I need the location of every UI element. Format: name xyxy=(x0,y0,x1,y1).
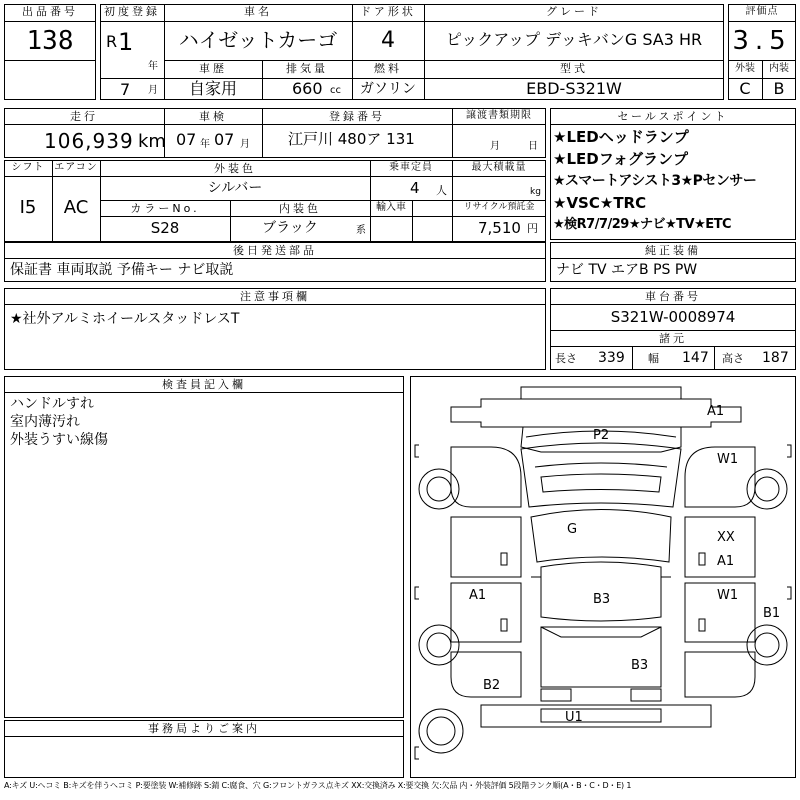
door-label: ドア形状 xyxy=(360,5,416,18)
fuel: ガソリン xyxy=(360,81,416,97)
sales-point: ★検R7/7/29★ナビ★TV★ETC xyxy=(553,217,732,232)
reg-no-label: 登録番号 xyxy=(329,110,385,123)
shift: I5 xyxy=(19,197,37,218)
damage-diagram xyxy=(410,376,796,778)
sales-points-label: セールスポイント xyxy=(617,110,729,123)
lot-no: 138 xyxy=(26,26,74,56)
car-name: ハイゼットカーゴ xyxy=(178,28,338,52)
length-label: 長さ xyxy=(555,352,577,365)
capacity-label: 乗車定員 xyxy=(389,162,433,173)
length: 339 xyxy=(598,350,625,366)
mark-w1-right-front: W1 xyxy=(717,452,739,467)
door: 4 xyxy=(381,28,395,53)
km-unit: km xyxy=(138,131,166,152)
inspector-note: 室内薄汚れ xyxy=(10,414,80,430)
inspection-month: 07 xyxy=(214,130,235,149)
height: 187 xyxy=(762,350,789,366)
width-label: 幅 xyxy=(648,352,659,365)
fuel-label: 燃料 xyxy=(374,62,402,75)
interior-label: 内装 xyxy=(769,63,789,74)
era: R xyxy=(106,32,118,51)
car-name-label: 車名 xyxy=(244,5,272,18)
mark-xx: XX xyxy=(717,530,735,545)
model-label: 型式 xyxy=(560,62,588,75)
displacement-label: 排気量 xyxy=(286,62,328,75)
capacity-unit: 人 xyxy=(436,184,447,197)
mark-p2: P2 xyxy=(593,428,610,443)
reg-month: 7 xyxy=(120,80,131,99)
sales-point: ★VSC★TRC xyxy=(553,194,647,212)
history: 自家用 xyxy=(188,79,237,98)
mark-g: G xyxy=(567,522,578,537)
mark-b3-center: B3 xyxy=(593,592,611,607)
sales-point: ★スマートアシスト3★Pセンサー xyxy=(553,173,757,189)
reg-year-unit: 年 xyxy=(148,61,158,72)
equipment: ナビ TV エアB PS PW xyxy=(556,262,698,278)
width: 147 xyxy=(682,350,709,366)
model: EBD-S321W xyxy=(526,79,622,98)
first-reg-label: 初度登録 xyxy=(104,5,160,18)
inspector-label: 検査員記入欄 xyxy=(162,378,246,391)
legend: A:キズ U:ヘコミ B:キズを伴うヘコミ P:要塗装 W:補修跡 S:錆 C:腐食、穴 G:フロントガラス点キズ XX:交換済み X:要交換 欠:欠品 内・外装評価 5段階ランク順(A・B・C・D・E) 1 xyxy=(4,781,632,790)
ac-label: エアコン xyxy=(54,162,98,173)
specs-label: 諸元 xyxy=(659,332,687,345)
reg-month-unit: 月 xyxy=(148,85,158,96)
inspection-year-unit: 年 xyxy=(200,139,210,150)
mark-b2: B2 xyxy=(483,678,501,693)
mileage-label: 走行 xyxy=(70,110,98,123)
inspection-year: 07 xyxy=(176,130,197,149)
cc-unit: cc xyxy=(330,85,341,96)
recycle-label: リサイクル預託金 xyxy=(463,202,535,212)
max-load-label: 最大積載量 xyxy=(471,162,527,173)
chassis: S321W-0008974 xyxy=(610,308,736,326)
later-parts: 保証書 車両取説 予備キー ナビ取説 xyxy=(10,262,234,278)
inspector-note: ハンドルすれ xyxy=(10,396,94,412)
shift-label: シフト xyxy=(11,162,45,173)
notes-label: 注意事項欄 xyxy=(240,290,310,303)
mark-u1: U1 xyxy=(565,710,583,725)
later-parts-label: 後日発送部品 xyxy=(233,244,317,257)
color-no: S28 xyxy=(150,219,180,237)
mark-a1-top: A1 xyxy=(707,404,725,419)
max-load-unit: kg xyxy=(530,187,541,197)
chassis-label: 車台番号 xyxy=(645,290,701,303)
ext-color-label: 外装色 xyxy=(214,162,256,175)
equipment-label: 純正装備 xyxy=(645,244,701,257)
sales-point: ★LEDフォグランプ xyxy=(553,150,688,168)
score: 3.5 xyxy=(732,26,792,56)
inspection-label: 車検 xyxy=(199,110,227,123)
notes: ★社外アルミホイールスタッドレスT xyxy=(10,311,240,327)
recycle-unit: 円 xyxy=(527,222,538,235)
mark-a1-left: A1 xyxy=(469,588,487,603)
mileage: 106,939 xyxy=(44,129,134,153)
mark-w1-right: W1 xyxy=(717,588,739,603)
import-label: 輸入車 xyxy=(376,202,406,213)
transfer-deadline-label: 譲渡書類期限 xyxy=(466,110,532,121)
color-no-label: カラーNo. xyxy=(130,202,200,215)
mark-b3-rear: B3 xyxy=(631,658,649,673)
displacement: 660 xyxy=(292,79,323,98)
reg-year: 1 xyxy=(118,28,134,56)
inspector-note: 外装うすい線傷 xyxy=(10,432,108,448)
office-label: 事務局よりご案内 xyxy=(148,722,260,735)
inspection-month-unit: 月 xyxy=(240,139,250,150)
grade-label: グレード xyxy=(546,5,602,18)
int-color: ブラック xyxy=(262,220,318,236)
recycle: 7,510 xyxy=(478,219,521,237)
int-color-label: 内装色 xyxy=(279,202,321,215)
exterior-label: 外装 xyxy=(735,63,755,74)
history-label: 車歴 xyxy=(199,62,227,75)
score-label: 評価点 xyxy=(745,6,779,17)
exterior-grade: C xyxy=(739,79,751,98)
mark-a1-right: A1 xyxy=(717,554,735,569)
grade: ピックアップ デッキバンG SA3 HR xyxy=(445,30,703,49)
transfer-day: 日 xyxy=(528,141,538,152)
ac: AC xyxy=(63,197,89,218)
interior-grade: B xyxy=(773,79,785,98)
sales-point: ★LEDヘッドランプ xyxy=(553,128,689,146)
lot-no-label: 出品番号 xyxy=(22,5,78,18)
ext-color: シルバー xyxy=(207,180,263,196)
transfer-month: 月 xyxy=(490,141,500,152)
mark-b1: B1 xyxy=(763,606,781,621)
car-outline-diagram xyxy=(411,377,795,777)
height-label: 高さ xyxy=(722,352,744,365)
capacity: 4 xyxy=(410,179,420,197)
reg-no: 江戸川 480ア 131 xyxy=(288,130,415,148)
int-color-unit: 系 xyxy=(356,225,366,236)
